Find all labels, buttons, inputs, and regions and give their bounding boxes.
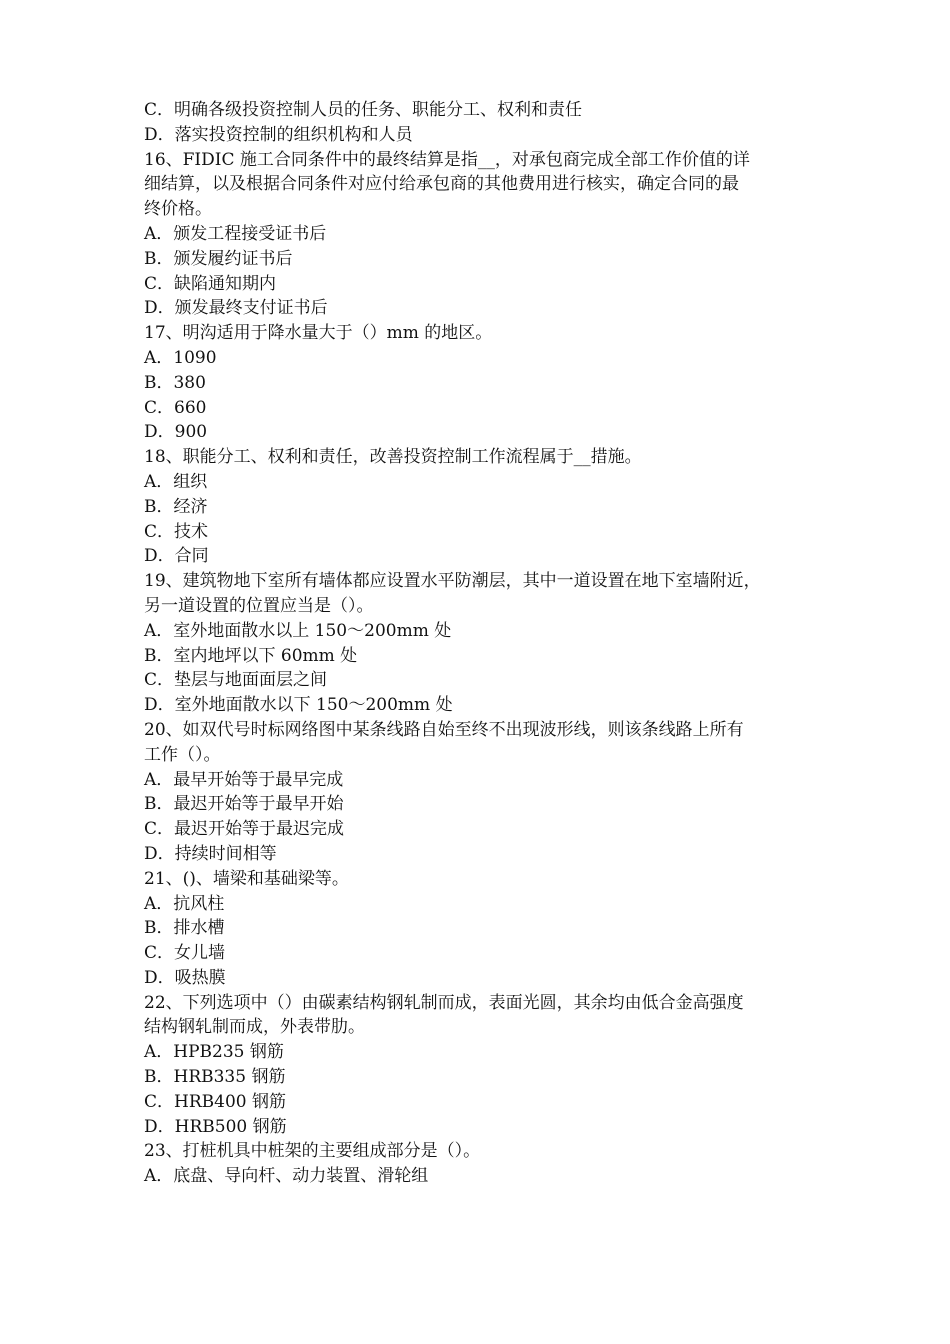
answer-option: D．颁发最终支付证书后 bbox=[144, 298, 328, 319]
answer-option: A．底盘、导向杆、动力装置、滑轮组 bbox=[144, 1166, 429, 1187]
answer-option: D．900 bbox=[144, 422, 208, 443]
question-line: 19、建筑物地下室所有墙体都应设置水平防潮层，其中一道设置在地下室墙附近， bbox=[144, 571, 761, 592]
question-stem bbox=[144, 569, 816, 619]
answer-option: D．HRB500 钢筋 bbox=[144, 1116, 287, 1137]
answer-option: D．持续时间相等 bbox=[144, 843, 277, 864]
answer-option: A．颁发工程接受证书后 bbox=[144, 223, 327, 244]
answer-option: A．最早开始等于最早完成 bbox=[144, 769, 344, 790]
answer-option: C．明确各级投资控制人员的任务、职能分工、权利和责任 bbox=[144, 100, 583, 120]
answer-option: D．落实投资控制的组织机构和人员 bbox=[144, 124, 413, 145]
question-line: 17、明沟适用于降水量大于（）mm 的地区。 bbox=[144, 323, 493, 344]
question-stem bbox=[144, 718, 816, 768]
answer-option: B．室内地坪以下 60mm 处 bbox=[144, 645, 358, 666]
document-body bbox=[144, 98, 816, 1189]
answer-option: B．HRB335 钢筋 bbox=[144, 1067, 286, 1088]
answer-option: B．颁发履约证书后 bbox=[144, 248, 293, 269]
answer-option: D．合同 bbox=[144, 546, 209, 567]
answer-option: A．HPB235 钢筋 bbox=[144, 1042, 284, 1063]
answer-option: C．660 bbox=[144, 397, 207, 418]
question-line: 另一道设置的位置应当是（）。 bbox=[144, 595, 374, 616]
question-stem bbox=[144, 867, 816, 892]
question-line: 22、下列选项中（）由碳素结构钢轧制而成，表面光圆，其余均由低合金高强度 bbox=[144, 992, 744, 1013]
answer-option: D．室外地面散水以下 150～200mm 处 bbox=[144, 695, 453, 716]
answer-option: B．经济 bbox=[144, 496, 208, 517]
question-stem bbox=[144, 991, 816, 1041]
answer-option: B．排水槽 bbox=[144, 918, 225, 939]
question-stem bbox=[144, 445, 816, 470]
question-line: 结构钢轧制而成，外表带肋。 bbox=[144, 1017, 365, 1038]
answer-option: C．技术 bbox=[144, 521, 209, 542]
question-stem bbox=[144, 1139, 816, 1164]
answer-option: B．380 bbox=[144, 372, 206, 393]
question-line: 终价格。 bbox=[144, 199, 212, 220]
question-stem bbox=[144, 321, 816, 346]
question-stem bbox=[144, 148, 816, 222]
question-line: 细结算，以及根据合同条件对应付给承包商的其他费用进行核实，确定合同的最 bbox=[144, 174, 739, 195]
answer-option: A．组织 bbox=[144, 471, 208, 492]
question-line: 工作（）。 bbox=[144, 744, 221, 765]
question-line: 20、如双代号时标网络图中某条线路自始至终不出现波形线，则该条线路上所有 bbox=[144, 719, 744, 740]
answer-option: B．最迟开始等于最早开始 bbox=[144, 794, 344, 815]
question-line: 21、()、墙梁和基础梁等。 bbox=[144, 868, 349, 889]
question-line: 18、职能分工、权利和责任，改善投资控制工作流程属于__措施。 bbox=[144, 447, 642, 468]
answer-option: A．1090 bbox=[144, 347, 217, 368]
answer-option: C．最迟开始等于最迟完成 bbox=[144, 819, 345, 840]
answer-option: C．HRB400 钢筋 bbox=[144, 1091, 286, 1112]
answer-option: D．吸热膜 bbox=[144, 967, 226, 988]
answer-option: A．抗风柱 bbox=[144, 893, 225, 914]
answer-option: C．女儿墙 bbox=[144, 943, 226, 964]
answer-option: A．室外地面散水以上 150～200mm 处 bbox=[144, 620, 452, 641]
question-line: 16、FIDIC 施工合同条件中的最终结算是指__，对承包商完成全部工作价值的详 bbox=[144, 149, 750, 170]
answer-option: C．垫层与地面面层之间 bbox=[144, 670, 328, 691]
question-line: 23、打桩机具中桩架的主要组成部分是（）。 bbox=[144, 1141, 481, 1162]
answer-option: C．缺陷通知期内 bbox=[144, 273, 277, 294]
